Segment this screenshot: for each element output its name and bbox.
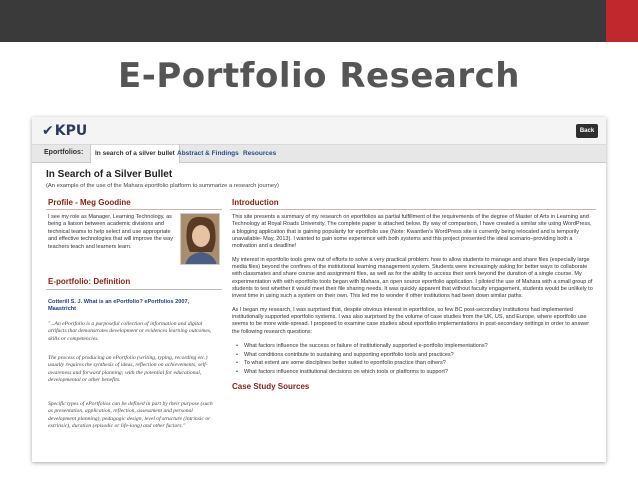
definition-divider <box>46 289 222 290</box>
slide-title: E-Portfolio Research <box>118 56 520 96</box>
tab-resources[interactable]: Resources <box>243 150 277 157</box>
slide-top-bar <box>0 0 638 42</box>
list-item: • What factors influence institutional decisions on which tools or platforms to support? <box>236 368 594 377</box>
slide-accent-block <box>606 0 638 42</box>
embedded-webpage-screenshot <box>32 117 606 462</box>
back-button[interactable]: Back <box>576 124 598 138</box>
profile-heading: Profile - Meg Goodine <box>48 198 131 207</box>
page-title: In Search of a Silver Bullet <box>46 169 173 180</box>
definition-quote-2: The process of producing an ePortfolio (writing, typing, recording etc.) usually requires the synthesis of ideas, reflection on achievements, self-awareness and forward planning; with the potential for educational, developmental or other benefits. <box>48 355 208 383</box>
profile-divider <box>46 209 222 210</box>
page-subtitle: (An example of the use of the Mahara eportfolio platform to summarize a research journey) <box>46 183 279 189</box>
kpu-logo[interactable] <box>42 123 87 139</box>
intro-paragraph-3: As I began my research, I was surprised that, despite obvious interest in eportfolios, so few BC post-secondary institutions had implemented institutionally supported eportfolio systems. I was also surprised by the volume of case studies from the UK, US, and Europe, where eportfolio use seems to be more wide-spread. I proposed to examine case studies about eportfolio implementations in post-secondary settings in order to answer the following research questions: <box>232 306 590 335</box>
research-questions-list <box>232 342 594 376</box>
nav-brand: Eportfolios: <box>44 149 84 156</box>
introduction-body <box>232 214 594 390</box>
intro-paragraph-2: My interest in eportfolio tools grew out of efforts to solve a very practical problem: how to allow students to manage and share files (especially large media files) beyond the confines of the institutional learning management system. Students were increasingly asking for better ways to collaborate with classmates and share course and assignment files, as well as for the ability to access their work beyond the duration of a single course. My experimentation with with eportfolio tools began with Mahara, an open source eportfolio application. I piloted the use of Mahara with a small group of students to test whether it would meet their file sharing needs. It was quickly apparent that without faculty engagement, students would be unlikely to invest time in using such a system on their own. This led me to wonder if other institutions had been down similar paths. <box>232 256 593 300</box>
definition-quote-1: "...An ePortfolio is a purposeful collection of information and digital artifacts that demonstrates development or evidences learning outcomes, skills or competencies. <box>48 321 212 342</box>
tab-abstract-findings[interactable]: Abstract & Findings <box>177 150 239 157</box>
introduction-heading: Introduction <box>232 198 279 207</box>
kpu-logo-icon: ✔ <box>42 123 54 139</box>
site-header <box>32 117 606 145</box>
definition-heading: E-portfolio: Definition <box>48 277 131 286</box>
kpu-logo-text: KPU <box>54 123 88 139</box>
list-item: • What factors influence the success or failure of institutionally supported e-portfolio implementations? <box>236 342 594 351</box>
tab-silver-bullet[interactable]: In search of a silver bullet <box>90 145 180 163</box>
profile-text: I see my role as Manager, Learning Technology, as being a liaison between academic divisions and technical teams to help select and use appropriate and effective technologies that will improve the way teachers teach and learners learn. <box>48 214 173 250</box>
citation-link[interactable]: Cotterill S. J. What is an ePortfolio? ePortfolios 2007, Maastricht <box>48 299 190 313</box>
profile-avatar <box>180 213 220 265</box>
introduction-divider <box>230 209 596 210</box>
case-study-heading: Case Study Sources <box>232 381 310 391</box>
list-item: • To what extent are some disciplines better suited to eportfolio practice than others? <box>236 359 594 368</box>
intro-paragraph-1: This site presents a summary of my research on eportfolios as partial fulfillment of the requirements of the degree of Master of Arts in Learning and Technology at Royal Roads University. The complete paper is attached below. By way of comparison, I have created a similar site using WordPress, a blogging application that is gaining popularity for eportfolio use (Note: Kwantlen's WordPress site is currently being relocated and is temporily unavailable- May, 2013). I wanted to gain some experience with both systems and this project presented the ideal scenario–providing both a motivation and a deadline! <box>232 214 592 250</box>
definition-quote-3: Specific types of ePortfolios can be defined in part by their purpose (such as presentation, application, reflection, assessment and personal development planning), pedagogic design, level of structure (intrinsic or extrinsic), duration (episodic or life-long) and other factors." <box>48 401 213 429</box>
portfolio-nav <box>32 145 606 163</box>
list-item: • What conditions contribute to sustaining and supporting eportfolio tools and practices? <box>236 351 594 360</box>
